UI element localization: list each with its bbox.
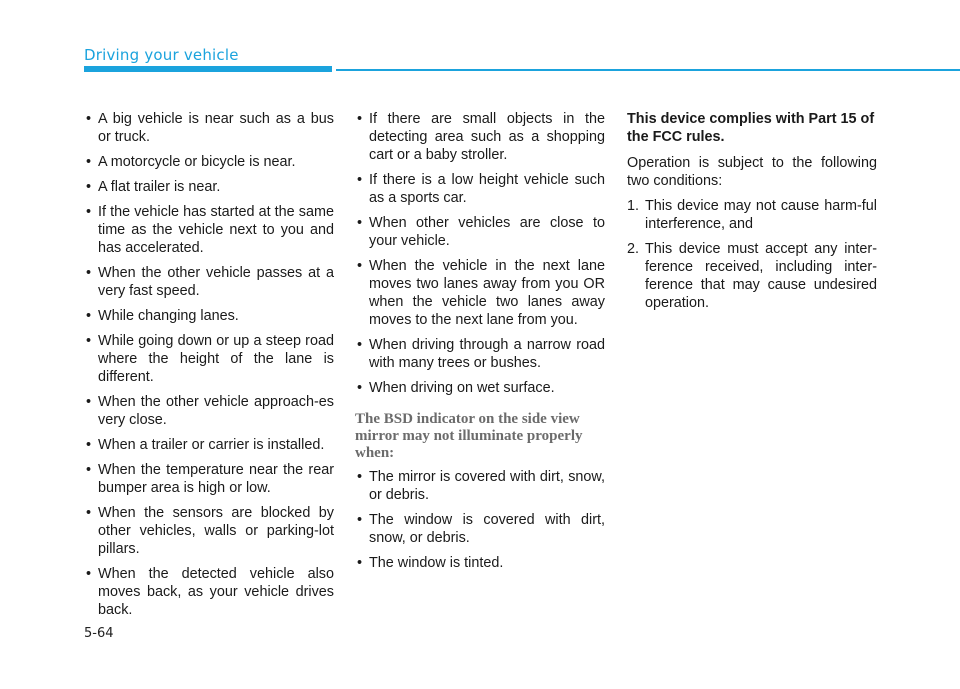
bsd-indicator-subheading: The BSD indicator on the side view mirror may not illuminate properly when:	[355, 411, 583, 461]
column-2	[355, 110, 605, 579]
list-item: • A motorcycle or bicycle is near.	[84, 153, 334, 171]
list-item: • The window is covered with dirt, snow, or debris.	[355, 511, 605, 547]
list-item: • When the other vehicle approach-es very close.	[84, 393, 334, 429]
list-item: • When the temperature near the rear bumper area is high or low.	[84, 461, 334, 497]
list-number: 1.	[627, 198, 640, 214]
column-1	[84, 110, 334, 626]
list-item: • A flat trailer is near.	[84, 178, 334, 196]
bsd-conditions-list-continued	[355, 110, 605, 397]
list-item: • While going down or up a steep road where the height of the lane is different.	[84, 332, 334, 386]
list-item: • While changing lanes.	[84, 307, 334, 325]
list-item	[627, 240, 877, 312]
list-item: • When the sensors are blocked by other vehicles, walls or parking-lot pillars.	[84, 504, 334, 558]
fcc-conditions-list	[627, 197, 877, 312]
list-item-text: This device must accept any inter-ference received, including inter-ference that may cause undesired operation.	[645, 241, 877, 311]
fcc-intro: Operation is subject to the following two conditions:	[627, 155, 877, 189]
header-rule-thin	[336, 69, 960, 71]
list-item	[627, 197, 877, 233]
section-title: Driving your vehicle	[84, 46, 239, 64]
list-item: • If there are small objects in the detecting area such as a shopping cart or a baby stroller.	[355, 110, 605, 164]
list-item: • A big vehicle is near such as a bus or truck.	[84, 110, 334, 146]
list-item: • If there is a low height vehicle such as a sports car.	[355, 171, 605, 207]
list-item: • When the detected vehicle also moves back, as your vehicle drives back.	[84, 565, 334, 619]
list-item: • The window is tinted.	[355, 554, 605, 572]
list-item-text: This device may not cause harm-ful interference, and	[645, 198, 877, 232]
list-item: • When other vehicles are close to your vehicle.	[355, 214, 605, 250]
list-item: • When a trailer or carrier is installed.	[84, 436, 334, 454]
list-number: 2.	[627, 241, 640, 257]
list-item: • When the other vehicle passes at a very fast speed.	[84, 264, 334, 300]
column-3	[627, 110, 877, 319]
list-item: • If the vehicle has started at the same time as the vehicle next to you and has accelerated.	[84, 203, 334, 257]
list-item: • The mirror is covered with dirt, snow, or debris.	[355, 468, 605, 504]
list-item: • When driving on wet surface.	[355, 379, 605, 397]
fcc-compliance-title: This device complies with Part 15 of the FCC rules.	[627, 111, 875, 145]
list-item: • When the vehicle in the next lane moves two lanes away from you OR when the vehicle two lanes away moves to the next lane from you.	[355, 257, 605, 329]
page-number: 5-64	[84, 626, 114, 641]
bsd-indicator-list	[355, 468, 605, 572]
bsd-conditions-list	[84, 110, 334, 619]
list-item: • When driving through a narrow road with many trees or bushes.	[355, 336, 605, 372]
header-rule-thick	[84, 66, 332, 72]
